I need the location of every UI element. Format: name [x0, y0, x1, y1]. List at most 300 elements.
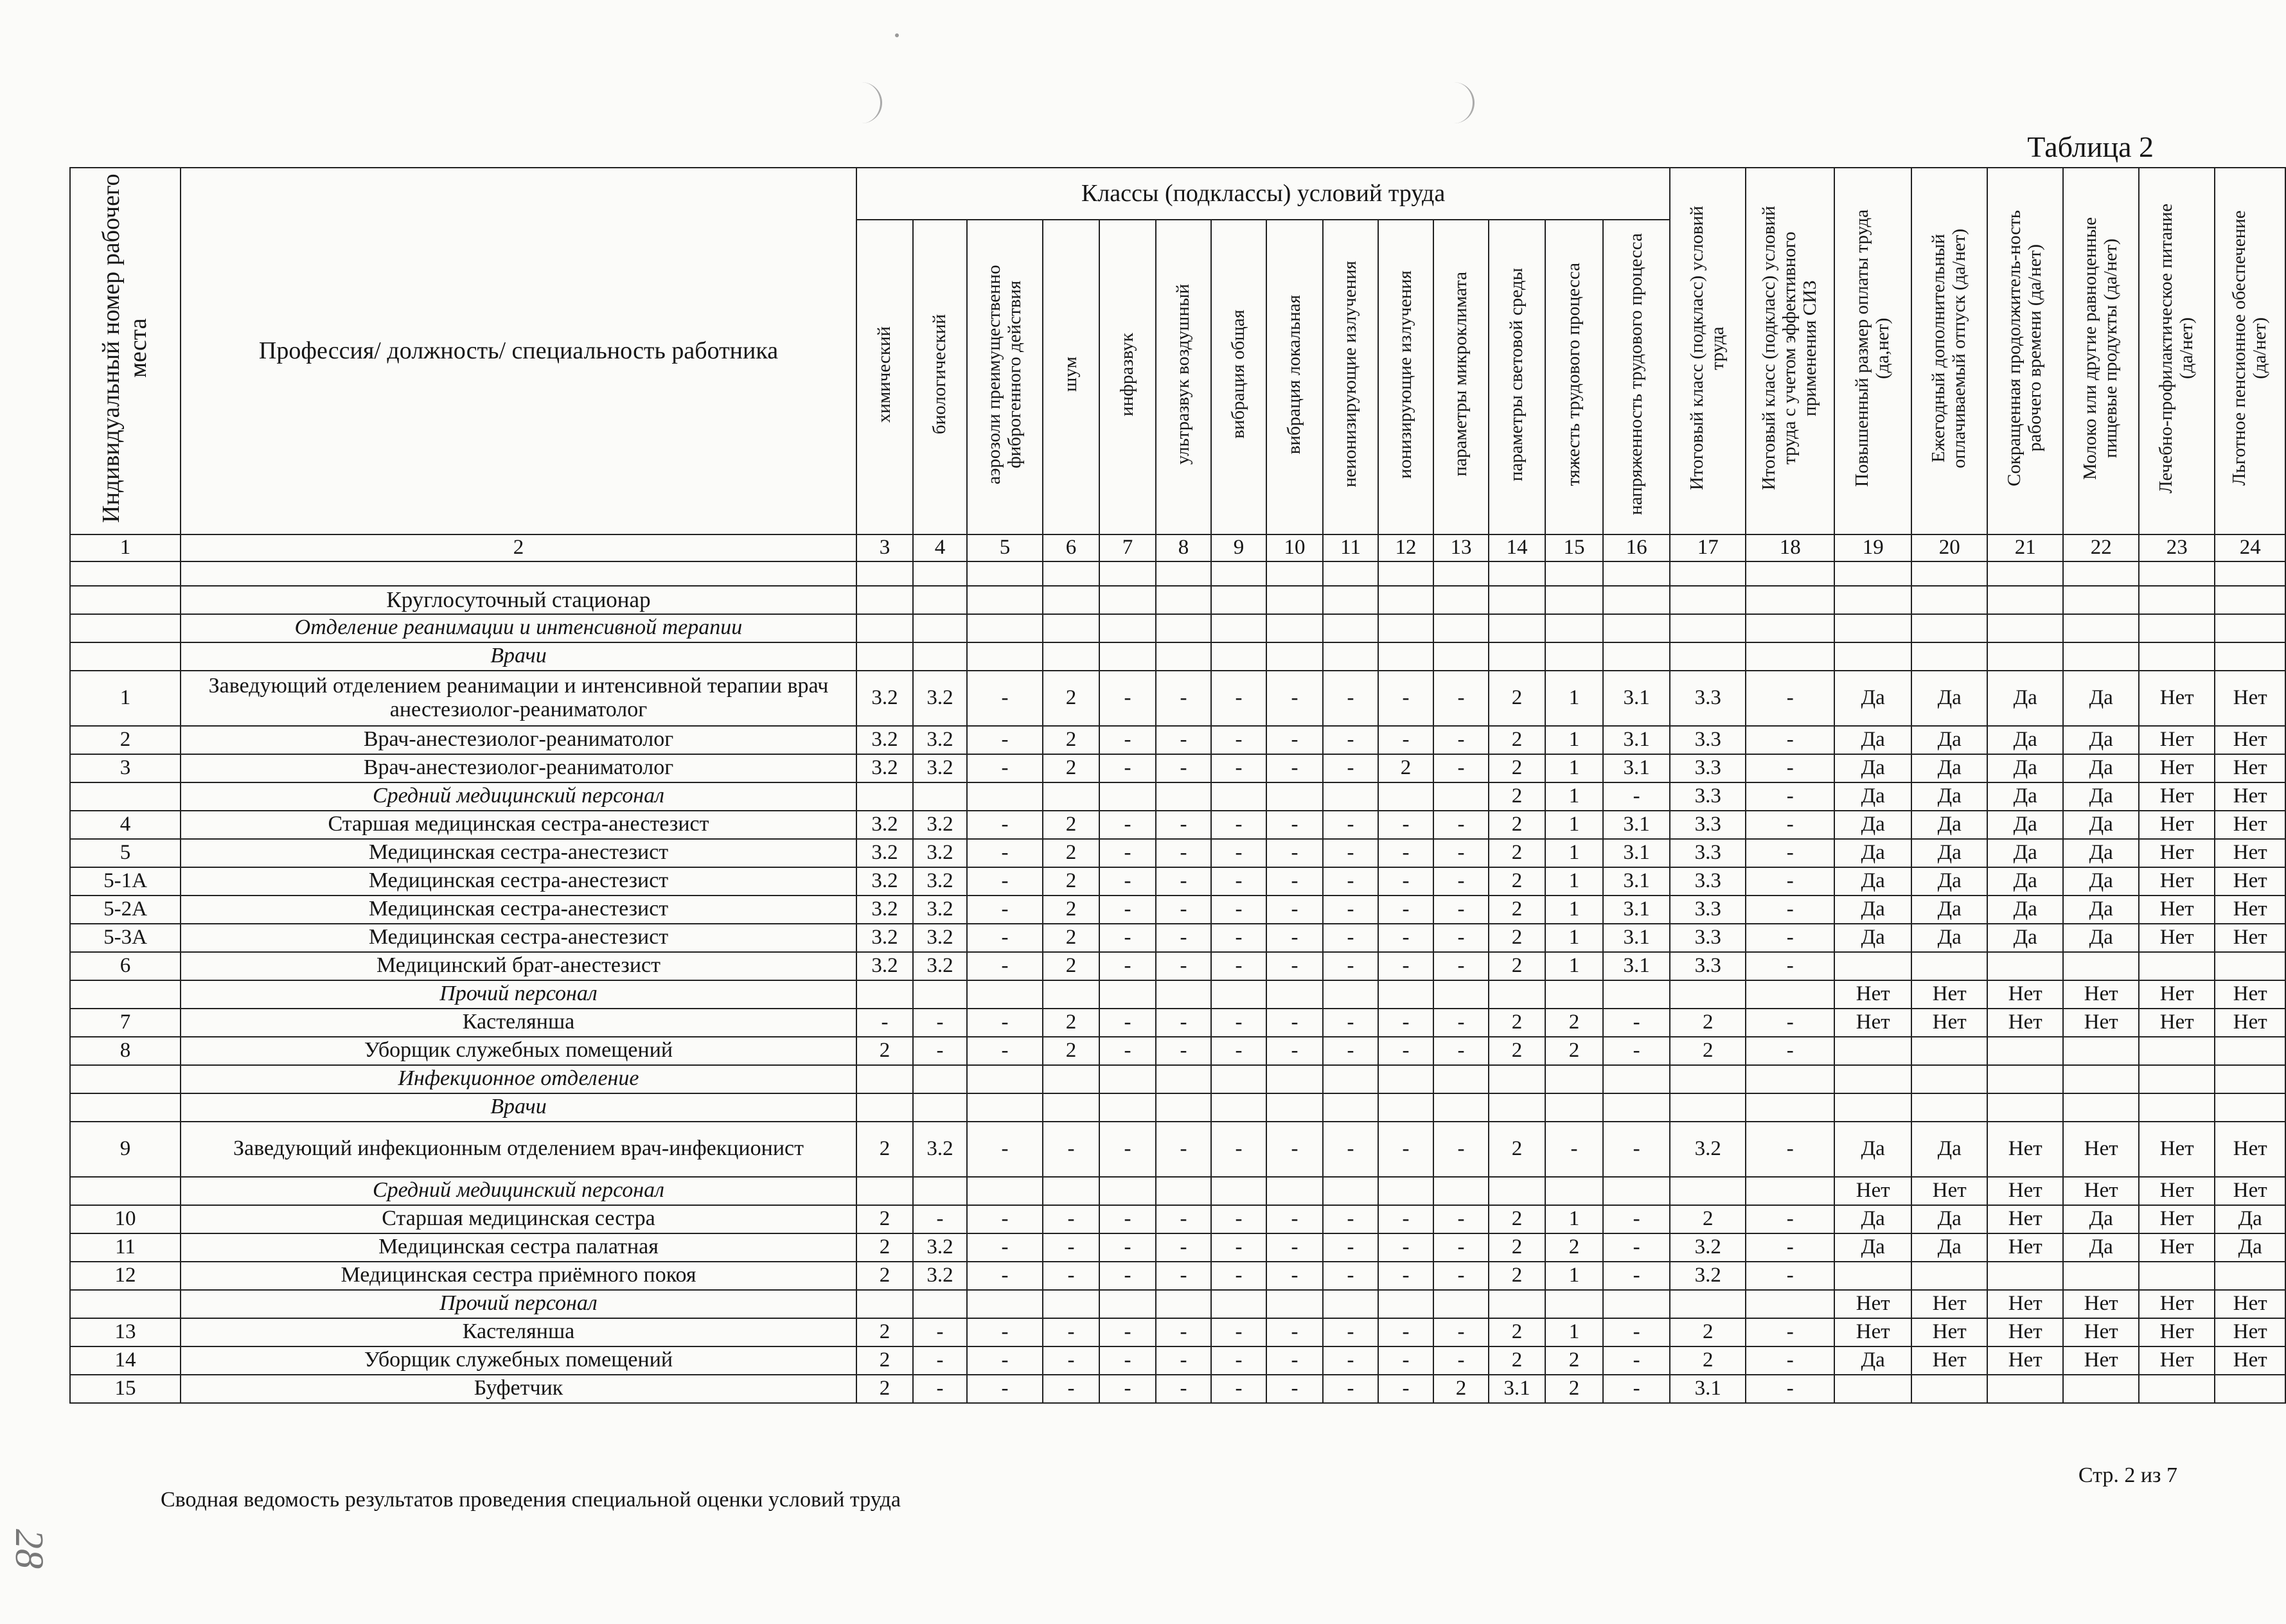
value-cell: - [967, 952, 1043, 980]
table-row [70, 952, 2285, 980]
value-cell [1323, 782, 1378, 811]
value-cell [1266, 586, 1323, 614]
value-cell [1433, 1093, 1489, 1122]
value-cell [1489, 1290, 1545, 1318]
subsection-header-row [70, 1177, 2285, 1205]
value-cell [1211, 782, 1266, 811]
column-number-row [70, 534, 2285, 561]
col-header-23: Лечебно-профилактическое питание (да/нет) [2139, 168, 2215, 534]
profession-name: Медицинская сестра-анестезист [181, 839, 856, 867]
value-cell: 2 [856, 1037, 913, 1065]
value-cell: 2 [1043, 754, 1099, 782]
value-cell: 3.2 [856, 726, 913, 754]
value-cell: Да [1834, 867, 1911, 896]
footer-title: Сводная ведомость результатов проведения специальной оценки условий труда [161, 1488, 901, 1512]
value-cell: - [1211, 1318, 1266, 1346]
value-cell: - [1099, 726, 1156, 754]
value-cell: - [967, 1037, 1043, 1065]
value-cell [2063, 1262, 2139, 1290]
value-cell: - [1378, 1375, 1433, 1403]
value-cell: Нет [1987, 1177, 2063, 1205]
value-cell [2139, 1065, 2215, 1093]
value-cell: Нет [2063, 1009, 2139, 1037]
value-cell: - [1603, 782, 1670, 811]
value-cell [913, 1065, 967, 1093]
profession-name: Медицинская сестра-анестезист [181, 924, 856, 952]
value-cell [2063, 952, 2139, 980]
col-header-profession: Профессия/ должность/ специальность работника [181, 168, 856, 534]
value-cell: 2 [1043, 726, 1099, 754]
value-cell: 3.2 [913, 726, 967, 754]
value-cell: Да [1987, 754, 2063, 782]
empty-cell [1545, 561, 1603, 586]
col-header-18: Итоговый класс (подкласс) условий труда с учетом эффективного применения СИЗ [1746, 168, 1834, 534]
value-cell: - [1099, 1122, 1156, 1177]
table-row [70, 1122, 2285, 1177]
value-cell: - [1211, 811, 1266, 839]
value-cell: - [1746, 1205, 1834, 1233]
value-cell [1156, 1177, 1211, 1205]
value-cell [1670, 1093, 1746, 1122]
value-cell [1545, 980, 1603, 1009]
profession-name: Кастелянша [181, 1009, 856, 1037]
value-cell: - [967, 811, 1043, 839]
value-cell: 2 [1545, 1375, 1603, 1403]
value-cell [1266, 980, 1323, 1009]
value-cell: Нет [2139, 1346, 2215, 1375]
value-cell: 2 [1670, 1346, 1746, 1375]
empty-cell [1603, 561, 1670, 586]
col-header-factor-12: ионизирующие излучения [1378, 220, 1433, 534]
value-cell: Да [1987, 867, 2063, 896]
value-cell: Да [1834, 811, 1911, 839]
value-cell [1378, 642, 1433, 671]
value-cell: - [1266, 754, 1323, 782]
value-cell [1911, 1093, 1987, 1122]
value-cell: - [1043, 1346, 1099, 1375]
value-cell [1099, 782, 1156, 811]
id-cell [70, 1290, 181, 1318]
profession-name: Врач-анестезиолог-реаниматолог [181, 726, 856, 754]
col-header-factor-4: биологический [913, 220, 967, 534]
value-cell: - [1746, 839, 1834, 867]
value-cell [1987, 642, 2063, 671]
value-cell [913, 642, 967, 671]
value-cell: - [1266, 1205, 1323, 1233]
col-header-factor-6: шум [1043, 220, 1099, 534]
value-cell: - [913, 1009, 967, 1037]
value-cell: 1 [1545, 811, 1603, 839]
value-cell: Да [1834, 839, 1911, 867]
value-cell: 2 [856, 1346, 913, 1375]
value-cell: - [1378, 839, 1433, 867]
value-cell: - [1433, 1233, 1489, 1262]
value-cell [1211, 642, 1266, 671]
value-cell: Нет [2215, 924, 2285, 952]
value-cell: - [1746, 1318, 1834, 1346]
value-cell: Да [1834, 1122, 1911, 1177]
subsection-title: Средний медицинский персонал [181, 1177, 856, 1205]
value-cell: 3.2 [913, 1122, 967, 1177]
value-cell [1670, 1290, 1746, 1318]
value-cell: - [1211, 839, 1266, 867]
value-cell: 1 [1545, 867, 1603, 896]
value-cell: 3.2 [856, 811, 913, 839]
value-cell: 3.2 [913, 1233, 967, 1262]
value-cell: Да [1834, 782, 1911, 811]
column-number: 13 [1433, 534, 1489, 561]
value-cell: 3.2 [913, 952, 967, 980]
value-cell [1670, 614, 1746, 642]
value-cell: 2 [1670, 1037, 1746, 1065]
value-cell: - [1099, 867, 1156, 896]
value-cell [1211, 980, 1266, 1009]
value-cell: 3.3 [1670, 671, 1746, 726]
value-cell: Да [2063, 811, 2139, 839]
value-cell [1987, 952, 2063, 980]
value-cell: - [1043, 1122, 1099, 1177]
value-cell [1211, 586, 1266, 614]
value-cell [2215, 952, 2285, 980]
col-header-factor-13: параметры микроклимата [1433, 220, 1489, 534]
empty-cell [1911, 561, 1987, 586]
value-cell: - [1323, 1375, 1378, 1403]
value-cell [2063, 642, 2139, 671]
value-cell: - [1433, 1037, 1489, 1065]
value-cell [2215, 1065, 2285, 1093]
subsection-header-row [70, 1290, 2285, 1318]
value-cell: - [1378, 1205, 1433, 1233]
col-header-factor-5: аэрозоли преимущественно фиброгенного действия [967, 220, 1043, 534]
value-cell: 2 [1489, 1205, 1545, 1233]
value-cell [1323, 1177, 1378, 1205]
value-cell: 3.2 [913, 867, 967, 896]
value-cell: - [1433, 952, 1489, 980]
column-number: 5 [967, 534, 1043, 561]
value-cell [1043, 614, 1099, 642]
value-cell: 1 [1545, 1318, 1603, 1346]
value-cell [1670, 980, 1746, 1009]
value-cell: 2 [1545, 1233, 1603, 1262]
value-cell [1433, 614, 1489, 642]
value-cell: Нет [1987, 1233, 2063, 1262]
workplace-id: 5 [70, 839, 181, 867]
value-cell: 3.2 [1670, 1122, 1746, 1177]
col-header-factor-9: вибрация общая [1211, 220, 1266, 534]
value-cell: 2 [1489, 1346, 1545, 1375]
value-cell [1746, 980, 1834, 1009]
value-cell [1670, 642, 1746, 671]
value-cell: - [1266, 671, 1323, 726]
value-cell: - [1603, 1009, 1670, 1037]
value-cell: - [1746, 811, 1834, 839]
value-cell: - [1746, 1009, 1834, 1037]
value-cell: 2 [1670, 1318, 1746, 1346]
empty-cell [1433, 561, 1489, 586]
value-cell [1156, 642, 1211, 671]
value-cell [1211, 1093, 1266, 1122]
value-cell: 2 [1489, 1233, 1545, 1262]
value-cell: Да [2063, 867, 2139, 896]
value-cell [2215, 614, 2285, 642]
value-cell: - [967, 726, 1043, 754]
value-cell [1545, 1065, 1603, 1093]
value-cell [1156, 1065, 1211, 1093]
value-cell [967, 1065, 1043, 1093]
value-cell [1746, 586, 1834, 614]
value-cell: - [913, 1205, 967, 1233]
value-cell: - [1156, 1233, 1211, 1262]
value-cell: - [1099, 1037, 1156, 1065]
value-cell: 2 [1489, 754, 1545, 782]
value-cell: - [1211, 1262, 1266, 1290]
col-header-factor-3: химический [856, 220, 913, 534]
value-cell [1603, 1065, 1670, 1093]
value-cell: Да [1987, 811, 2063, 839]
empty-cell [967, 561, 1043, 586]
value-cell: - [1266, 1233, 1323, 1262]
value-cell: - [967, 1233, 1043, 1262]
value-cell: 3.2 [913, 671, 967, 726]
value-cell: - [1746, 1375, 1834, 1403]
value-cell [1670, 586, 1746, 614]
empty-cell [1834, 561, 1911, 586]
value-cell: - [1746, 1122, 1834, 1177]
value-cell: - [1323, 952, 1378, 980]
value-cell [1156, 586, 1211, 614]
profession-name: Медицинская сестра приёмного покоя [181, 1262, 856, 1290]
value-cell: - [1211, 1037, 1266, 1065]
value-cell: 1 [1545, 726, 1603, 754]
value-cell: - [1156, 1318, 1211, 1346]
value-cell [2063, 614, 2139, 642]
value-cell: - [1603, 1375, 1670, 1403]
value-cell [2139, 642, 2215, 671]
value-cell [1099, 1065, 1156, 1093]
value-cell [967, 1177, 1043, 1205]
value-cell [1266, 1177, 1323, 1205]
value-cell [1603, 642, 1670, 671]
value-cell: - [1156, 726, 1211, 754]
value-cell [1911, 614, 1987, 642]
value-cell [2063, 1037, 2139, 1065]
value-cell: - [1746, 1346, 1834, 1375]
value-cell: 3.3 [1670, 726, 1746, 754]
value-cell: - [1746, 896, 1834, 924]
value-cell: - [856, 1009, 913, 1037]
value-cell [2215, 1262, 2285, 1290]
value-cell: 3.3 [1670, 754, 1746, 782]
value-cell [1323, 586, 1378, 614]
value-cell: - [1156, 1009, 1211, 1037]
section-title: Круглосуточный стационар [181, 586, 856, 614]
column-number: 2 [181, 534, 856, 561]
value-cell: Да [1987, 726, 2063, 754]
value-cell: - [1043, 1205, 1099, 1233]
value-cell: Нет [2215, 1177, 2285, 1205]
profession-name: Буфетчик [181, 1375, 856, 1403]
value-cell: - [1211, 1009, 1266, 1037]
value-cell: Нет [1911, 1318, 1987, 1346]
value-cell: Нет [2215, 1009, 2285, 1037]
value-cell: - [1266, 952, 1323, 980]
value-cell [1043, 1065, 1099, 1093]
value-cell: - [967, 924, 1043, 952]
value-cell [967, 642, 1043, 671]
value-cell: 2 [1489, 1318, 1545, 1346]
value-cell: Нет [2139, 1318, 2215, 1346]
value-cell [1266, 1093, 1323, 1122]
value-cell: - [1746, 754, 1834, 782]
table-row [70, 867, 2285, 896]
table-row [70, 1375, 2285, 1403]
profession-name: Заведующий отделением реанимации и интенсивной терапии врач анестезиолог-реаниматолог [181, 671, 856, 726]
value-cell: - [1266, 726, 1323, 754]
value-cell: - [967, 1262, 1043, 1290]
value-cell [1266, 782, 1323, 811]
value-cell [2139, 1375, 2215, 1403]
value-cell: - [1323, 924, 1378, 952]
value-cell [1211, 1177, 1266, 1205]
table-row [70, 1037, 2285, 1065]
value-cell [1211, 614, 1266, 642]
value-cell [1323, 642, 1378, 671]
col-header-factor-10: вибрация локальная [1266, 220, 1323, 534]
value-cell: 3.3 [1670, 782, 1746, 811]
value-cell: Да [1834, 671, 1911, 726]
value-cell [913, 586, 967, 614]
value-cell: - [1211, 1233, 1266, 1262]
value-cell [1266, 1065, 1323, 1093]
value-cell [1043, 1177, 1099, 1205]
value-cell: - [1266, 1375, 1323, 1403]
value-cell: - [1746, 952, 1834, 980]
column-number: 23 [2139, 534, 2215, 561]
value-cell: - [1323, 1318, 1378, 1346]
value-cell: - [1099, 811, 1156, 839]
value-cell: Да [2063, 924, 2139, 952]
value-cell: - [1323, 867, 1378, 896]
value-cell: Да [2215, 1233, 2285, 1262]
value-cell [1043, 642, 1099, 671]
column-number: 14 [1489, 534, 1545, 561]
value-cell: Нет [2215, 1122, 2285, 1177]
subsection-header-row [70, 1065, 2285, 1093]
value-cell [1433, 586, 1489, 614]
value-cell: Нет [2215, 754, 2285, 782]
value-cell: - [1545, 1122, 1603, 1177]
value-cell [913, 1093, 967, 1122]
value-cell: 3.3 [1670, 867, 1746, 896]
value-cell: Да [2063, 839, 2139, 867]
value-cell: Да [1834, 726, 1911, 754]
value-cell: - [1156, 754, 1211, 782]
value-cell: - [1156, 1205, 1211, 1233]
value-cell [856, 980, 913, 1009]
value-cell: - [1099, 896, 1156, 924]
value-cell: Нет [2215, 671, 2285, 726]
value-cell: Да [1911, 782, 1987, 811]
value-cell: 3.3 [1670, 952, 1746, 980]
value-cell: - [967, 1205, 1043, 1233]
value-cell: - [1746, 671, 1834, 726]
value-cell: Нет [2139, 1177, 2215, 1205]
value-cell: 2 [1670, 1205, 1746, 1233]
value-cell [1489, 1177, 1545, 1205]
value-cell: 3.2 [856, 952, 913, 980]
value-cell: - [1323, 754, 1378, 782]
value-cell: Да [1911, 924, 1987, 952]
value-cell: 1 [1545, 782, 1603, 811]
section-header-row [70, 586, 2285, 614]
value-cell [1099, 642, 1156, 671]
value-cell: - [1211, 1122, 1266, 1177]
value-cell: 2 [1043, 1009, 1099, 1037]
id-cell [70, 782, 181, 811]
value-cell [1378, 586, 1433, 614]
col-header-17: Итоговый класс (подкласс) условий труда [1670, 168, 1746, 534]
value-cell: Да [1911, 1205, 1987, 1233]
value-cell: 2 [1043, 671, 1099, 726]
col-header-id: Индивидуальный номер рабочего места [70, 168, 181, 534]
value-cell: 3.2 [856, 839, 913, 867]
value-cell: Да [1834, 924, 1911, 952]
value-cell [1834, 614, 1911, 642]
value-cell: - [1099, 924, 1156, 952]
value-cell: - [1323, 726, 1378, 754]
value-cell [967, 586, 1043, 614]
value-cell [1911, 1375, 1987, 1403]
empty-cell [1156, 561, 1211, 586]
value-cell: Нет [2063, 1177, 2139, 1205]
subsection-title: Инфекционное отделение [181, 1065, 856, 1093]
value-cell [856, 1093, 913, 1122]
value-cell: Нет [2139, 1205, 2215, 1233]
value-cell: - [1603, 1205, 1670, 1233]
value-cell: - [1378, 811, 1433, 839]
value-cell [1099, 1093, 1156, 1122]
value-cell: Нет [1911, 1290, 1987, 1318]
value-cell [1987, 1037, 2063, 1065]
empty-cell [1043, 561, 1099, 586]
value-cell [2215, 1093, 2285, 1122]
value-cell [1043, 980, 1099, 1009]
value-cell: Нет [2139, 867, 2215, 896]
table-row [70, 896, 2285, 924]
value-cell: - [967, 1009, 1043, 1037]
value-cell: - [967, 754, 1043, 782]
value-cell [1987, 1262, 2063, 1290]
value-cell: 2 [1043, 952, 1099, 980]
col-header-24: Льготное пенсионное обеспечение (да/нет) [2215, 168, 2285, 534]
value-cell: - [1323, 1233, 1378, 1262]
value-cell: 3.2 [1670, 1233, 1746, 1262]
empty-cell [1378, 561, 1433, 586]
value-cell [1746, 1093, 1834, 1122]
value-cell: 3.2 [913, 754, 967, 782]
value-cell: 2 [1043, 839, 1099, 867]
value-cell: - [1323, 1205, 1378, 1233]
value-cell: - [1156, 839, 1211, 867]
value-cell: Нет [1987, 1122, 2063, 1177]
profession-name: Уборщик служебных помещений [181, 1037, 856, 1065]
subsection-title: Отделение реанимации и интенсивной терапии [181, 614, 856, 642]
empty-cell [2139, 561, 2215, 586]
value-cell: Нет [1834, 1290, 1911, 1318]
value-cell [1489, 980, 1545, 1009]
empty-cell [70, 561, 181, 586]
value-cell: - [1211, 1346, 1266, 1375]
